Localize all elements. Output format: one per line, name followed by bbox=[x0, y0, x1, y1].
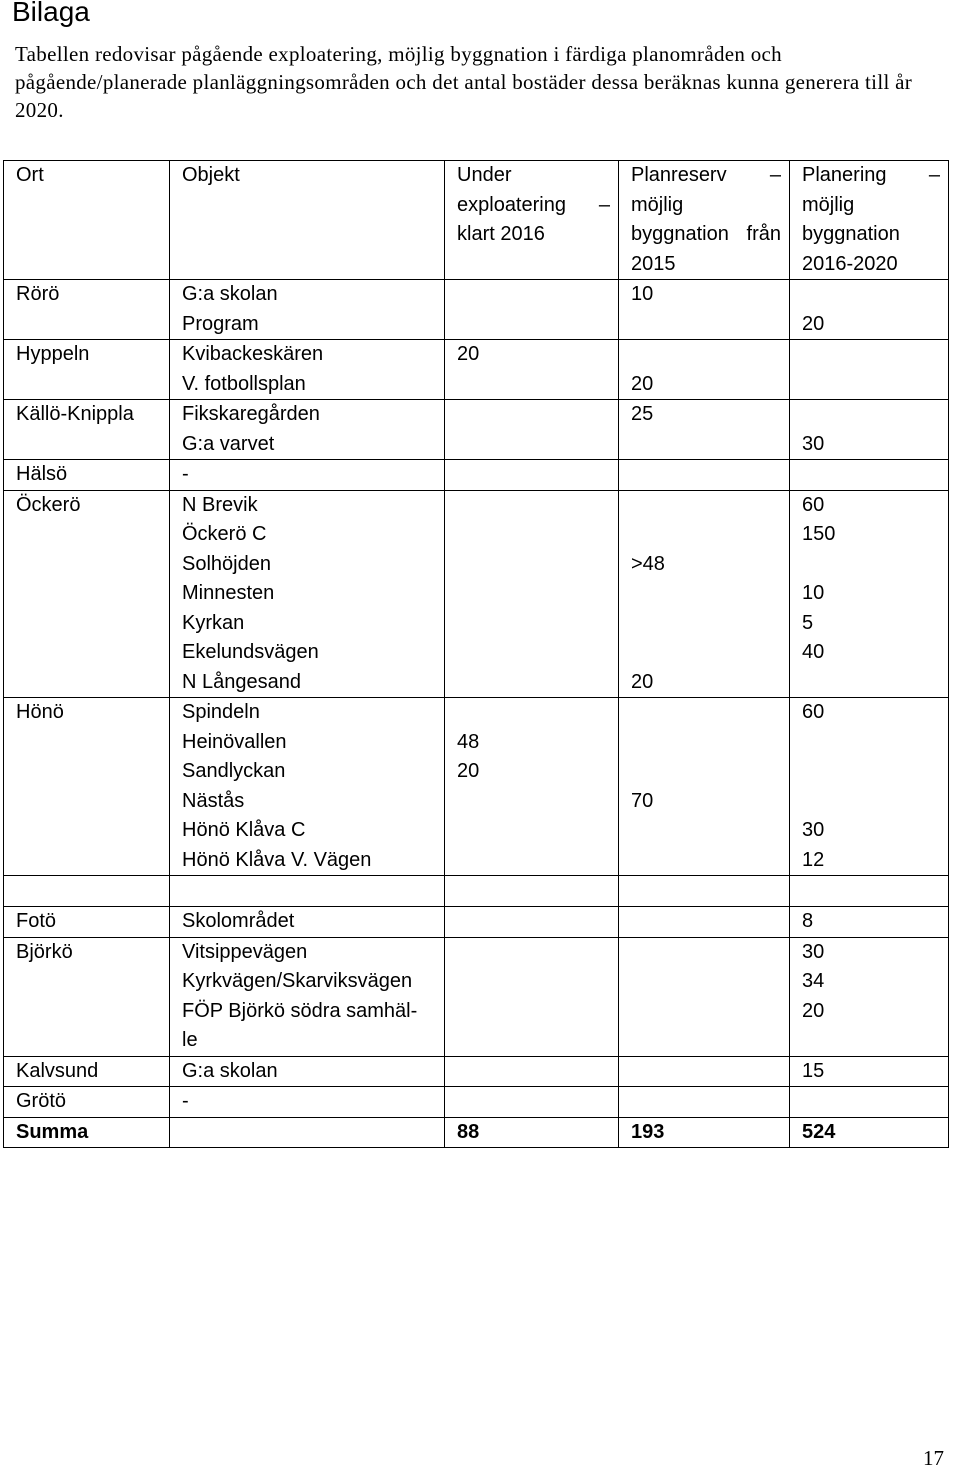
under-value bbox=[457, 520, 610, 550]
planreserv-cell bbox=[619, 937, 790, 1056]
planreserv-cell bbox=[619, 340, 790, 400]
objekt-value: Sandlyckan bbox=[182, 760, 286, 782]
planreserv-value: >48 bbox=[631, 552, 665, 575]
planering-cell bbox=[790, 1087, 949, 1118]
under-value bbox=[457, 460, 610, 490]
under-value bbox=[457, 430, 610, 460]
ort-cell bbox=[4, 460, 170, 491]
planreserv-value bbox=[631, 816, 781, 846]
objekt-value: - bbox=[182, 1090, 189, 1112]
planreserv-value: 25 bbox=[631, 403, 654, 425]
planreserv-value bbox=[631, 340, 781, 370]
under-value bbox=[457, 400, 610, 430]
table-row bbox=[4, 280, 949, 340]
objekt-value: N Långesand bbox=[182, 670, 301, 693]
under-value bbox=[457, 579, 610, 609]
under-value bbox=[457, 907, 610, 937]
ort-name: Kalvsund bbox=[16, 1059, 99, 1082]
summa-planering: 524 bbox=[790, 1117, 949, 1148]
planering-value: 34 bbox=[802, 970, 825, 992]
planreserv-value bbox=[631, 579, 781, 609]
planreserv-value bbox=[631, 310, 781, 340]
intro-paragraph: Tabellen redovisar pågående exploatering, möjlig byggnation i färdiga planområden och pågående/planerade planläggningsområden och det antal bostäder dessa beräknas kunna generera till år 2020. bbox=[15, 42, 913, 122]
planreserv-value: 10 bbox=[631, 283, 654, 305]
table-row bbox=[4, 340, 949, 400]
under-value bbox=[457, 280, 610, 310]
under-value bbox=[457, 638, 610, 668]
ort-name: Hälsö bbox=[16, 463, 68, 485]
planreserv-value bbox=[631, 907, 781, 937]
under-cell bbox=[445, 400, 619, 460]
under-value bbox=[457, 1057, 610, 1087]
objekt-value: N Brevik bbox=[182, 493, 258, 516]
table-row bbox=[4, 1087, 949, 1118]
planering-value bbox=[802, 370, 940, 400]
objekt-value: Nästås bbox=[182, 789, 245, 812]
planreserv-value: 20 bbox=[631, 670, 654, 693]
ort-name: Björkö bbox=[16, 940, 73, 963]
spacer-cell bbox=[170, 876, 445, 907]
planering-value bbox=[802, 280, 940, 310]
objekt-value: Öckerö C bbox=[182, 523, 267, 545]
planreserv-value bbox=[631, 1087, 781, 1117]
table-header-row bbox=[4, 161, 949, 280]
under-value: 20 bbox=[457, 343, 480, 365]
under-cell bbox=[445, 1056, 619, 1087]
planering-value: 8 bbox=[802, 910, 814, 932]
under-value: 48 bbox=[457, 730, 480, 753]
planering-cell bbox=[790, 937, 949, 1056]
planreserv-value bbox=[631, 698, 781, 728]
planreserv-value bbox=[631, 997, 781, 1027]
ort-cell bbox=[4, 280, 170, 340]
housing-table bbox=[3, 160, 949, 1148]
under-cell bbox=[445, 937, 619, 1056]
planering-value bbox=[802, 400, 940, 430]
table-row bbox=[4, 698, 949, 876]
planreserv-value bbox=[631, 638, 781, 668]
objekt-value: Minnesten bbox=[182, 582, 275, 604]
under-cell bbox=[445, 907, 619, 938]
objekt-value: Kyrkan bbox=[182, 611, 245, 634]
planering-cell bbox=[790, 400, 949, 460]
planering-value: 20 bbox=[802, 312, 825, 335]
under-cell bbox=[445, 460, 619, 491]
planering-value: 40 bbox=[802, 641, 825, 663]
planering-value: 30 bbox=[802, 819, 825, 841]
table-row bbox=[4, 907, 949, 938]
planreserv-cell bbox=[619, 460, 790, 491]
objekt-value: Program bbox=[182, 312, 259, 335]
planering-value: 60 bbox=[802, 701, 825, 723]
under-value bbox=[457, 997, 610, 1027]
under-value bbox=[457, 846, 610, 876]
ort-name: Grötö bbox=[16, 1090, 67, 1112]
objekt-cell bbox=[170, 1056, 445, 1087]
planreserv-value bbox=[631, 728, 781, 758]
planering-value bbox=[802, 1026, 940, 1056]
objekt-value: Ekelundsvägen bbox=[182, 641, 319, 663]
planering-value bbox=[802, 1087, 940, 1117]
objekt-value: Skolområdet bbox=[182, 910, 295, 932]
table-row bbox=[4, 490, 949, 698]
ort-cell bbox=[4, 400, 170, 460]
objekt-value: Hönö Klåva C bbox=[182, 819, 306, 841]
under-value bbox=[457, 816, 610, 846]
header-planreserv: Planreserv – möjlig byggnation från 2015 bbox=[619, 161, 790, 280]
planreserv-cell bbox=[619, 698, 790, 876]
ort-cell bbox=[4, 937, 170, 1056]
under-value bbox=[457, 310, 610, 340]
objekt-value: Kvibackeskären bbox=[182, 343, 324, 365]
objekt-value: V. fotbollsplan bbox=[182, 372, 306, 395]
planreserv-cell bbox=[619, 907, 790, 938]
planreserv-value bbox=[631, 460, 781, 490]
objekt-value: Kyrkvägen/Skarviksvägen bbox=[182, 970, 413, 992]
header-objekt: Objekt bbox=[170, 161, 445, 280]
planering-value bbox=[802, 757, 940, 787]
planering-value bbox=[802, 787, 940, 817]
planering-value bbox=[802, 340, 940, 370]
under-value bbox=[457, 609, 610, 639]
objekt-cell bbox=[170, 490, 445, 698]
objekt-cell bbox=[170, 340, 445, 400]
planreserv-value bbox=[631, 1057, 781, 1087]
summa-empty bbox=[170, 1117, 445, 1148]
spacer-cell bbox=[445, 876, 619, 907]
planreserv-cell bbox=[619, 1087, 790, 1118]
planreserv-value bbox=[631, 846, 781, 876]
planreserv-value bbox=[631, 967, 781, 997]
ort-name: Öckerö bbox=[16, 493, 81, 516]
objekt-value: FÖP Björkö södra samhäl- bbox=[182, 999, 418, 1022]
spacer-cell bbox=[619, 876, 790, 907]
objekt-value: Hönö Klåva V. Vägen bbox=[182, 848, 372, 871]
objekt-cell bbox=[170, 907, 445, 938]
under-value bbox=[457, 1087, 610, 1117]
summa-planreserv: 193 bbox=[619, 1117, 790, 1148]
planreserv-value bbox=[631, 1026, 781, 1056]
objekt-cell bbox=[170, 280, 445, 340]
ort-name: Rörö bbox=[16, 283, 60, 305]
planering-cell bbox=[790, 698, 949, 876]
page-title: Bilaga bbox=[12, 0, 90, 27]
ort-cell bbox=[4, 698, 170, 876]
planering-value: 5 bbox=[802, 611, 814, 634]
planering-value bbox=[802, 550, 940, 580]
under-value bbox=[457, 967, 610, 997]
planreserv-value bbox=[631, 491, 781, 521]
planreserv-cell bbox=[619, 490, 790, 698]
summa-label: Summa bbox=[4, 1117, 170, 1148]
summa-under: 88 bbox=[445, 1117, 619, 1148]
planering-cell bbox=[790, 1056, 949, 1087]
under-cell bbox=[445, 698, 619, 876]
planreserv-cell bbox=[619, 1056, 790, 1087]
spacer-cell bbox=[790, 876, 949, 907]
objekt-value: G:a skolan bbox=[182, 283, 278, 305]
objekt-value: G:a skolan bbox=[182, 1059, 278, 1082]
objekt-value: Fikskaregården bbox=[182, 403, 320, 425]
planering-cell bbox=[790, 907, 949, 938]
ort-cell bbox=[4, 1056, 170, 1087]
objekt-value: Spindeln bbox=[182, 701, 260, 723]
objekt-cell bbox=[170, 937, 445, 1056]
planering-cell bbox=[790, 340, 949, 400]
planering-value bbox=[802, 460, 940, 490]
planering-value: 30 bbox=[802, 432, 825, 455]
ort-cell bbox=[4, 907, 170, 938]
planreserv-value bbox=[631, 520, 781, 550]
planering-value: 12 bbox=[802, 848, 825, 871]
under-value bbox=[457, 668, 610, 698]
planering-cell bbox=[790, 280, 949, 340]
summa-row bbox=[4, 1117, 949, 1148]
planreserv-value bbox=[631, 430, 781, 460]
planreserv-value bbox=[631, 938, 781, 968]
table-row bbox=[4, 400, 949, 460]
under-value bbox=[457, 1026, 610, 1056]
planering-cell bbox=[790, 460, 949, 491]
planering-value: 30 bbox=[802, 940, 825, 963]
planreserv-value: 20 bbox=[631, 372, 654, 395]
under-value bbox=[457, 370, 610, 400]
objekt-cell bbox=[170, 1087, 445, 1118]
planering-cell bbox=[790, 490, 949, 698]
objekt-value: - bbox=[182, 463, 189, 485]
under-value bbox=[457, 491, 610, 521]
header-planering: Planering – möjlig byggnation 2016-2020 bbox=[790, 161, 949, 280]
ort-name: Hönö bbox=[16, 701, 64, 723]
ort-cell bbox=[4, 340, 170, 400]
under-value bbox=[457, 938, 610, 968]
planreserv-value bbox=[631, 757, 781, 787]
objekt-cell bbox=[170, 460, 445, 491]
ort-name: Hyppeln bbox=[16, 343, 90, 365]
objekt-value: Heinövallen bbox=[182, 730, 287, 753]
planreserv-cell bbox=[619, 400, 790, 460]
planreserv-value bbox=[631, 609, 781, 639]
spacer-cell bbox=[4, 876, 170, 907]
under-value: 20 bbox=[457, 760, 480, 782]
ort-cell bbox=[4, 1087, 170, 1118]
planering-value: 20 bbox=[802, 999, 825, 1022]
objekt-cell bbox=[170, 698, 445, 876]
planering-value bbox=[802, 728, 940, 758]
planreserv-cell bbox=[619, 280, 790, 340]
planering-value: 10 bbox=[802, 582, 825, 604]
under-cell bbox=[445, 490, 619, 698]
table-row bbox=[4, 460, 949, 491]
under-value bbox=[457, 787, 610, 817]
under-cell bbox=[445, 280, 619, 340]
planering-value: 60 bbox=[802, 493, 825, 516]
objekt-value: Solhöjden bbox=[182, 552, 271, 575]
planreserv-value: 70 bbox=[631, 789, 654, 812]
ort-name: Källö-Knippla bbox=[16, 403, 134, 425]
objekt-value: le bbox=[182, 1029, 198, 1051]
objekt-value: Vitsippevägen bbox=[182, 940, 308, 963]
under-value bbox=[457, 550, 610, 580]
planering-value: 150 bbox=[802, 523, 836, 545]
spacer-row bbox=[4, 876, 949, 907]
page-number: 17 bbox=[923, 1446, 944, 1470]
table-row bbox=[4, 1056, 949, 1087]
planering-value: 15 bbox=[802, 1059, 825, 1082]
header-under-exploatering: Under exploatering – klart 2016 bbox=[445, 161, 619, 280]
under-cell bbox=[445, 340, 619, 400]
table-row bbox=[4, 937, 949, 1056]
objekt-cell bbox=[170, 400, 445, 460]
planering-value bbox=[802, 668, 940, 698]
under-cell bbox=[445, 1087, 619, 1118]
ort-cell bbox=[4, 490, 170, 698]
objekt-value: G:a varvet bbox=[182, 432, 275, 455]
under-value bbox=[457, 698, 610, 728]
ort-name: Fotö bbox=[16, 910, 57, 932]
header-ort: Ort bbox=[4, 161, 170, 280]
